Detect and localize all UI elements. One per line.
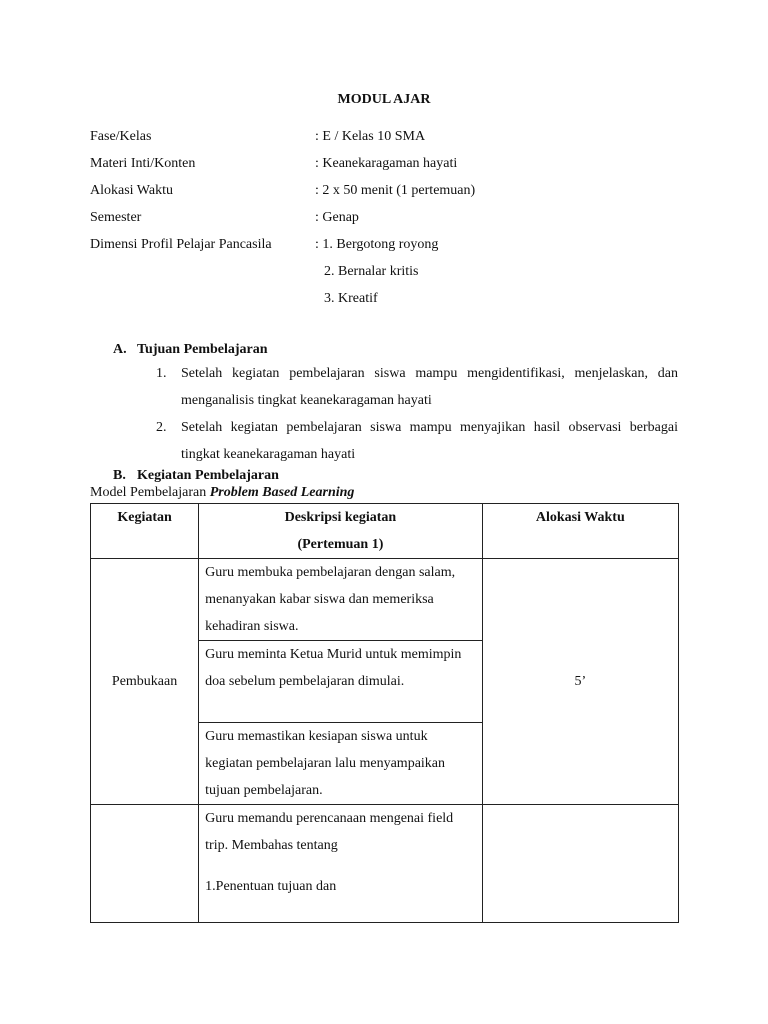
description-cell: Guru memastikan kesiapan siswa untuk kegiatan pembelajaran lalu menyampaikan tujuan pembelajaran. [199,723,482,805]
goal-text: Setelah kegiatan pembelajaran siswa mampu mengidentifikasi, menjelaskan, dan menganalisis tingkat keanekaragaman hayati [181,366,678,408]
meta-row-dimensi [90,236,690,263]
list-item [156,360,678,414]
description-text: 1.Penentuan tujuan dan [205,879,337,894]
section-title: Tujuan Pembelajaran [137,342,268,357]
page-title: MODUL AJAR [337,92,431,107]
meta-row-materi [90,155,690,182]
meta-value: : Genap [315,210,359,225]
spacer [205,859,475,873]
section-letter: B. [113,468,126,483]
section-heading-a [113,342,268,358]
goal-list [156,360,678,468]
section-letter: A. [113,342,127,357]
alokasi-cell [482,805,678,923]
meta-row-dimensi-3 [90,290,690,317]
table-row [91,559,679,641]
kegiatan-pembukaan-cell: Pembukaan [91,559,199,805]
meta-value: : Keanekaragaman hayati [315,156,458,171]
header-alokasi: Alokasi Waktu [482,504,678,559]
header-kegiatan: Kegiatan [91,504,199,559]
list-number: 2. [156,420,167,435]
meta-label: Dimensi Profil Pelajar Pancasila [90,237,272,252]
list-number: 1. [156,366,167,381]
meta-value: 2. Bernalar kritis [324,264,419,279]
goal-text: Setelah kegiatan pembelajaran siswa mampu menyajikan hasil observasi berbagai tingkat keanekaragaman hayati [181,420,678,462]
meta-value: : E / Kelas 10 SMA [315,129,426,144]
meta-value: : 1. Bergotong royong [315,237,439,252]
meta-row-semester [90,209,690,236]
meta-label: Semester [90,210,142,225]
meta-value: 3. Kreatif [324,291,378,306]
alokasi-cell: 5’ [482,559,678,805]
header-deskripsi-label: Deskripsi kegiatan [284,510,397,525]
activity-table [90,503,679,923]
section-title: Kegiatan Pembelajaran [137,468,279,483]
header-deskripsi [199,504,482,559]
model-prefix: Model Pembelajaran [90,485,210,500]
meta-info [90,128,690,317]
list-item [156,414,678,468]
meta-value: : 2 x 50 menit (1 pertemuan) [315,183,476,198]
meta-label: Alokasi Waktu [90,183,173,198]
table-header-row [91,504,679,559]
header-pertemuan-label: (Pertemuan 1) [297,537,384,552]
description-cell: Guru meminta Ketua Murid untuk memimpin doa sebelum pembelajaran dimulai. [199,641,482,723]
description-text: Guru memandu perencanaan mengenai field trip. Membahas tentang [205,811,454,853]
section-heading-b [113,468,279,484]
meta-row-alokasi [90,182,690,209]
description-cell [199,805,482,923]
meta-row-fase [90,128,690,155]
meta-label: Fase/Kelas [90,129,152,144]
table-row [91,805,679,923]
meta-label: Materi Inti/Konten [90,156,196,171]
meta-row-dimensi-2 [90,263,690,290]
model-line [90,485,354,501]
model-name: Problem Based Learning [209,485,355,500]
description-cell: Guru membuka pembelajaran dengan salam, menanyakan kabar siswa dan memeriksa kehadiran siswa. [199,559,482,641]
kegiatan-inti-cell [91,805,199,923]
